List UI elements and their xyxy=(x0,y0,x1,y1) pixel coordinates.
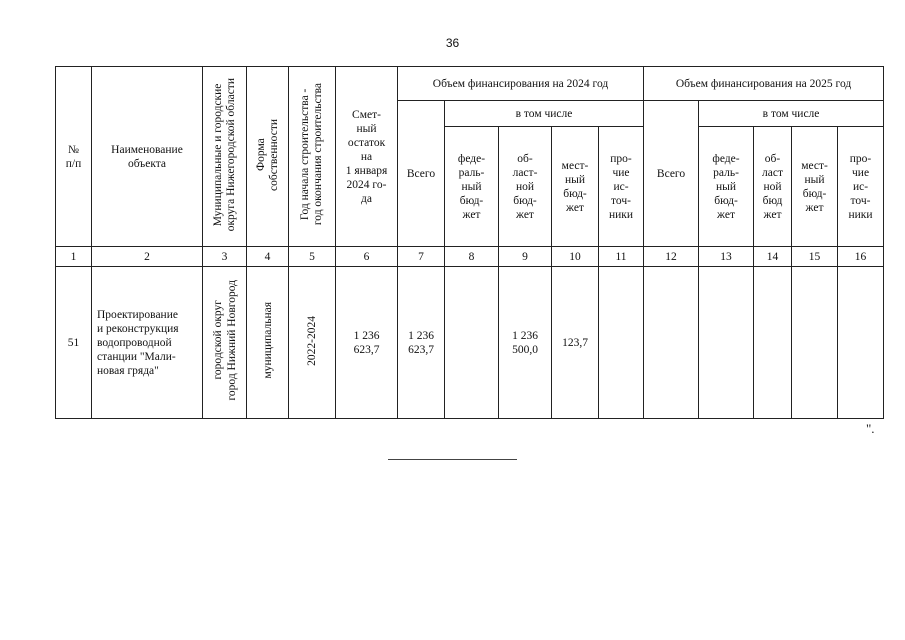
row-reg-2024: 1 236 500,0 xyxy=(499,267,552,419)
row-oth-2025 xyxy=(838,267,884,419)
header-loc-2024: мест- ный бюд- жет xyxy=(552,127,599,247)
row-name: Проектирование и реконструкция водопроводной станции "Мали- новая гряда" xyxy=(92,267,203,419)
col-number: 15 xyxy=(792,247,838,267)
row-oth-2024 xyxy=(599,267,644,419)
header-loc-2025: мест- ный бюд- жет xyxy=(792,127,838,247)
col-number: 7 xyxy=(398,247,445,267)
row-ownership: муниципальная xyxy=(247,267,289,419)
col-number: 4 xyxy=(247,247,289,267)
col-number: 1 xyxy=(56,247,92,267)
header-municipal: Муниципальные и городские округа Нижегородской области xyxy=(203,67,247,247)
col-number: 9 xyxy=(499,247,552,267)
header-balance: Смет- ный остаток на 1 января 2024 го- да xyxy=(336,67,398,247)
header-incl-2024: в том числе xyxy=(445,101,644,127)
header-fin-2025: Объем финансирования на 2025 год xyxy=(644,67,884,101)
header-oth-2025: про- чие ис- точ- ники xyxy=(838,127,884,247)
page-number: 36 xyxy=(445,36,460,50)
footer-rule xyxy=(388,459,517,460)
header-name: Наименование объекта xyxy=(92,67,203,247)
header-num: № п/п xyxy=(56,67,92,247)
header-total-2025: Всего xyxy=(644,101,699,247)
row-fed-2025 xyxy=(699,267,754,419)
col-number: 10 xyxy=(552,247,599,267)
row-loc-2024: 123,7 xyxy=(552,267,599,419)
row-fed-2024 xyxy=(445,267,499,419)
row-total-2025 xyxy=(644,267,699,419)
row-municipal: городской округ город Нижний Новгород xyxy=(203,267,247,419)
header-fed-2025: федe- раль- ный бюд- жет xyxy=(699,127,754,247)
col-number: 3 xyxy=(203,247,247,267)
row-balance: 1 236 623,7 xyxy=(336,267,398,419)
col-number: 2 xyxy=(92,247,203,267)
header-reg-2025: об- ласт ной бюд жет xyxy=(754,127,792,247)
header-years: Год начала строительства - год окончания строительства xyxy=(289,67,336,247)
col-number: 16 xyxy=(838,247,884,267)
row-loc-2025 xyxy=(792,267,838,419)
col-number: 8 xyxy=(445,247,499,267)
header-total-2024: Всего xyxy=(398,101,445,247)
table-row xyxy=(56,267,884,419)
col-number: 5 xyxy=(289,247,336,267)
col-number: 11 xyxy=(599,247,644,267)
closing-quote-mark: ". xyxy=(866,421,875,436)
header-fed-2024: федe- раль- ный бюд- жет xyxy=(445,127,499,247)
header-ownership: Форма собственности xyxy=(247,67,289,247)
col-number: 6 xyxy=(336,247,398,267)
col-number: 13 xyxy=(699,247,754,267)
financing-table xyxy=(55,66,884,419)
col-number: 14 xyxy=(754,247,792,267)
column-number-row xyxy=(56,247,884,267)
header-reg-2024: об- ласт- ной бюд- жет xyxy=(499,127,552,247)
col-number: 12 xyxy=(644,247,699,267)
row-reg-2025 xyxy=(754,267,792,419)
header-incl-2025: в том числе xyxy=(699,101,884,127)
header-fin-2024: Объем финансирования на 2024 год xyxy=(398,67,644,101)
header-oth-2024: про- чие ис- точ- ники xyxy=(599,127,644,247)
row-num: 51 xyxy=(56,267,92,419)
row-total-2024: 1 236 623,7 xyxy=(398,267,445,419)
row-years: 2022-2024 xyxy=(289,267,336,419)
